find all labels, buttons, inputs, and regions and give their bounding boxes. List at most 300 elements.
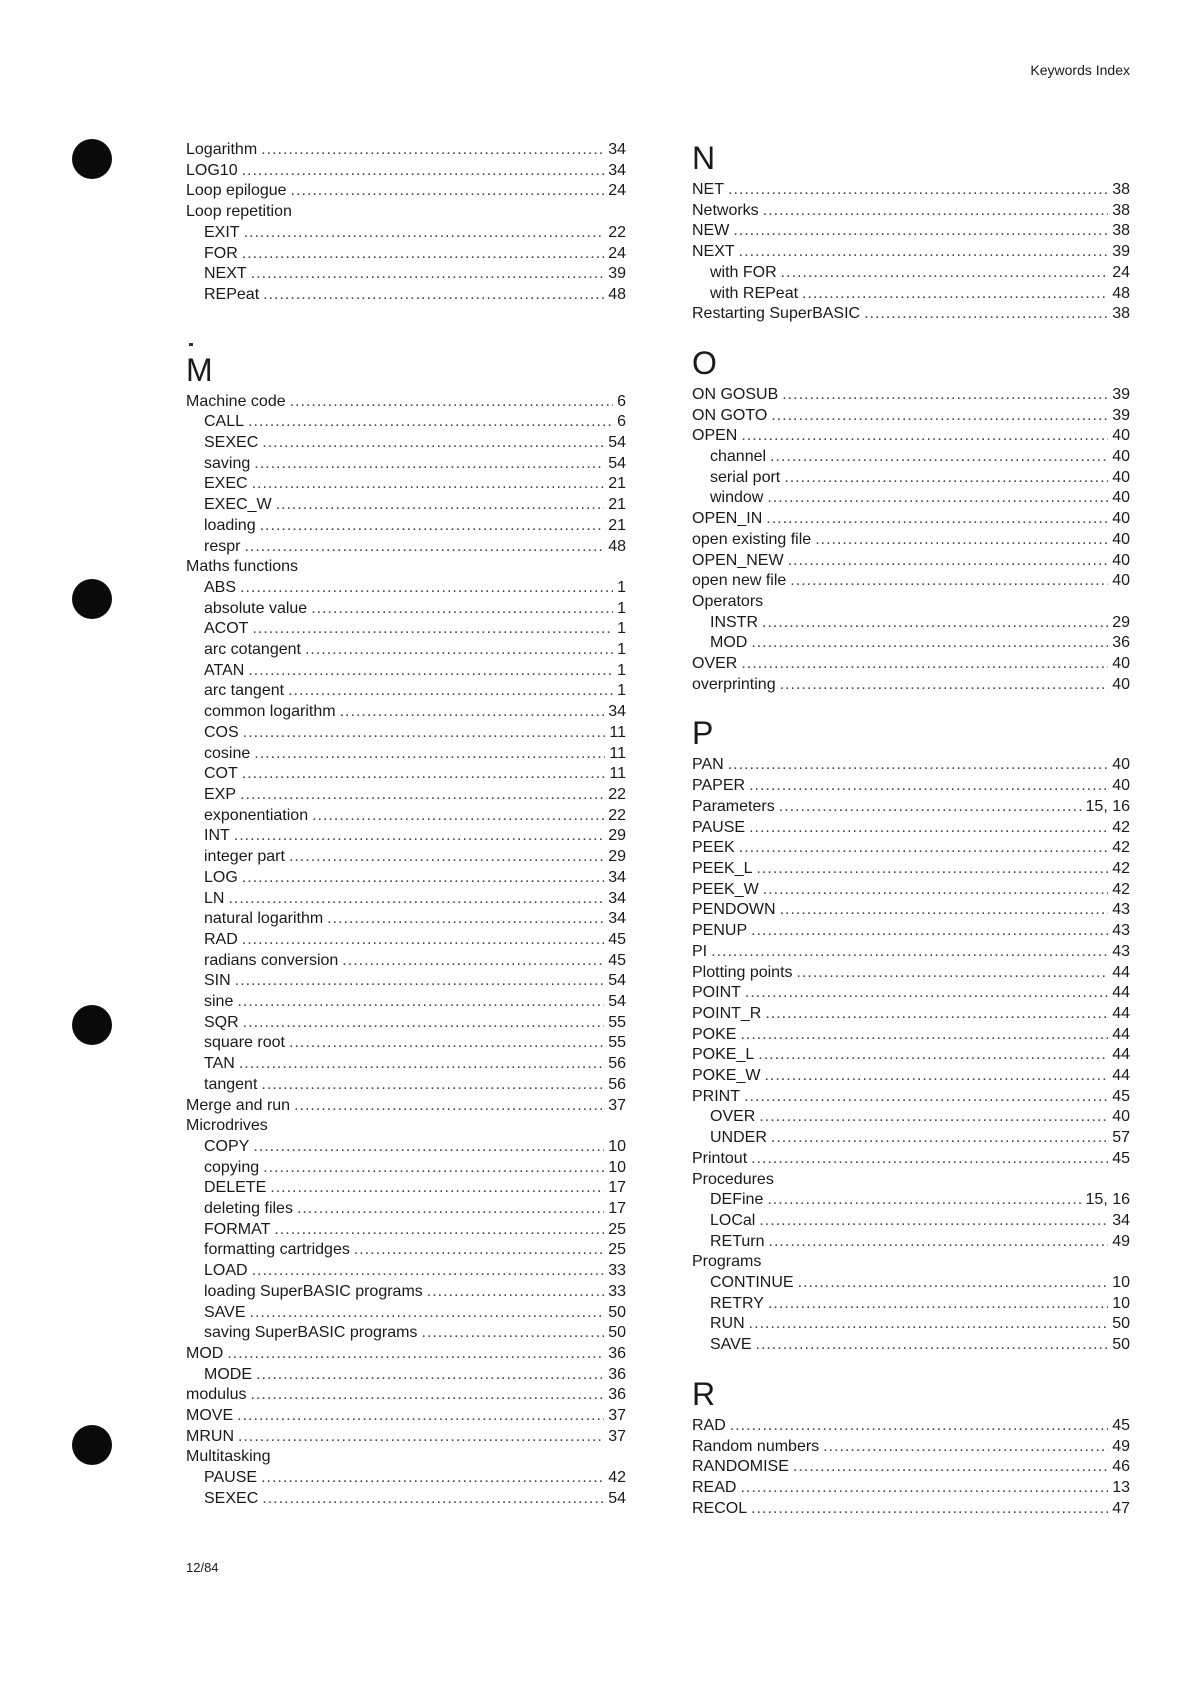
entry-term: PI — [692, 942, 708, 960]
index-entry — [692, 838, 1130, 859]
entry-term: OPEN — [692, 427, 738, 445]
dot-leader — [248, 412, 613, 433]
index-entry — [186, 951, 626, 972]
entry-page-number: 45 — [1112, 1416, 1130, 1434]
index-entry — [692, 1273, 1130, 1294]
index-entry — [692, 776, 1130, 797]
dot-leader — [798, 1273, 1109, 1294]
entry-page-number: 42 — [608, 1469, 626, 1487]
entry-page-number: 50 — [608, 1303, 626, 1321]
dot-leader — [274, 1220, 604, 1241]
index-entry — [186, 578, 626, 599]
entry-term: MODE — [204, 1365, 252, 1383]
dot-leader — [235, 971, 605, 992]
dot-leader — [749, 776, 1108, 797]
entry-term: sine — [204, 993, 234, 1011]
entry-term: ACOT — [204, 620, 249, 638]
entry-page-number: 42 — [1112, 839, 1130, 857]
entry-page-number: 10 — [608, 1158, 626, 1176]
dot-leader — [261, 140, 604, 161]
index-entry — [186, 744, 626, 765]
entry-term: OVER — [710, 1108, 756, 1126]
dot-leader — [342, 951, 604, 972]
entry-term: with REPeat — [710, 284, 799, 302]
binder-hole-icon — [72, 1425, 112, 1465]
entry-page-number: 29 — [1112, 613, 1130, 631]
entry-page-number: 40 — [1112, 427, 1130, 445]
page-header: Keywords Index — [1030, 62, 1130, 78]
dot-leader — [290, 392, 613, 413]
entry-page-number: 34 — [608, 889, 626, 907]
entry-term: POINT — [692, 984, 741, 1002]
entry-page-number: 48 — [1112, 284, 1130, 302]
entry-term: SEXEC — [204, 434, 259, 452]
dot-leader — [276, 495, 605, 516]
index-entry — [692, 1252, 1130, 1273]
entry-term: square root — [204, 1034, 285, 1052]
entry-page-number: 40 — [1112, 655, 1130, 673]
entry-term: Printout — [692, 1149, 748, 1167]
dot-leader — [759, 1107, 1108, 1128]
entry-page-number: 24 — [608, 244, 626, 262]
dot-leader — [769, 1232, 1109, 1253]
dot-leader — [242, 868, 604, 889]
index-entry — [692, 1294, 1130, 1315]
index-entry — [186, 1282, 626, 1303]
index-section — [692, 345, 1130, 696]
dot-leader — [253, 1137, 604, 1158]
index-entry — [186, 1406, 626, 1427]
dot-leader — [252, 1261, 605, 1282]
index-entry — [692, 1045, 1130, 1066]
entry-page-number: 43 — [1112, 942, 1130, 960]
entry-term: integer part — [204, 848, 285, 866]
entry-page-number: 43 — [1112, 901, 1130, 919]
entry-term: deleting files — [204, 1200, 293, 1218]
index-entry — [692, 1128, 1130, 1149]
entry-page-number: 11 — [609, 744, 626, 762]
dot-leader — [728, 180, 1108, 201]
index-entry — [186, 1075, 626, 1096]
entry-page-number: 34 — [608, 868, 626, 886]
index-entry — [186, 889, 626, 910]
entry-term: COS — [204, 723, 239, 741]
entry-page-number: 40 — [1112, 1108, 1130, 1126]
dot-leader — [297, 1199, 604, 1220]
entry-term: OPEN_NEW — [692, 551, 784, 569]
dot-leader — [733, 221, 1108, 242]
right-index-column — [692, 140, 1130, 1519]
entry-term: Logarithm — [186, 141, 258, 158]
index-entry — [692, 1232, 1130, 1253]
entry-page-number: 24 — [608, 182, 626, 200]
index-entry — [186, 806, 626, 827]
index-entry — [186, 723, 626, 744]
dot-leader — [730, 1416, 1108, 1437]
dot-leader — [256, 1365, 604, 1386]
entry-page-number: 50 — [1112, 1336, 1130, 1354]
index-section — [692, 715, 1130, 1355]
entry-term: EXEC — [204, 475, 248, 493]
index-entry — [186, 1489, 626, 1510]
dot-leader — [250, 1303, 605, 1324]
index-entry — [186, 1220, 626, 1241]
index-entry — [692, 900, 1130, 921]
entry-term: MRUN — [186, 1427, 234, 1445]
entry-term: MOD — [186, 1344, 224, 1362]
dot-leader — [815, 530, 1108, 551]
index-section — [692, 1376, 1130, 1520]
dot-leader — [239, 1054, 604, 1075]
entry-page-number: 54 — [608, 993, 626, 1011]
entry-page-number: 10 — [1112, 1274, 1130, 1292]
entry-term: DEFine — [710, 1191, 764, 1209]
entry-term: radians conversion — [204, 951, 339, 969]
entry-page-number: 13 — [1112, 1478, 1130, 1496]
entry-term: Machine code — [186, 392, 286, 410]
dot-leader — [740, 1025, 1108, 1046]
entry-term: SEXEC — [204, 1489, 259, 1507]
entry-term: with FOR — [710, 263, 777, 281]
entry-page-number: 55 — [608, 1013, 626, 1031]
dot-leader — [261, 1468, 604, 1489]
entry-term: FORMAT — [204, 1220, 271, 1238]
dot-leader — [340, 702, 605, 723]
entry-page-number: 10 — [1112, 1294, 1130, 1312]
entry-page-number: 29 — [608, 827, 626, 845]
index-entry — [692, 963, 1130, 984]
entry-term: serial port — [710, 468, 781, 486]
index-entry — [692, 633, 1130, 654]
entry-term: Microdrives — [186, 1117, 268, 1135]
binder-hole-icon — [72, 579, 112, 619]
index-entry — [186, 992, 626, 1013]
entry-term: Operators — [692, 592, 764, 610]
index-entry — [692, 406, 1130, 427]
entry-page-number: 50 — [608, 1324, 626, 1342]
entry-page-number: 36 — [608, 1386, 626, 1404]
entry-page-number: 40 — [1112, 675, 1130, 693]
entry-term: PEEK_W — [692, 880, 759, 898]
entry-term: RETRY — [710, 1294, 764, 1312]
dot-leader — [242, 930, 604, 951]
entry-term: Maths functions — [186, 558, 299, 576]
index-entry — [692, 797, 1130, 818]
entry-term: channel — [710, 448, 767, 466]
entry-page-number: 38 — [1112, 181, 1130, 198]
entry-term: DELETE — [204, 1179, 267, 1197]
index-entry — [186, 433, 626, 454]
entry-term: EXIT — [204, 223, 240, 241]
dot-leader — [294, 1096, 604, 1117]
index-entry — [186, 785, 626, 806]
index-entry — [692, 242, 1130, 263]
dot-leader — [244, 223, 605, 244]
entry-page-number: 40 — [1112, 510, 1130, 528]
index-entry — [692, 942, 1130, 963]
dot-leader — [288, 681, 613, 702]
dot-leader — [779, 797, 1082, 818]
dot-leader — [421, 1323, 604, 1344]
entry-page-number: 45 — [608, 951, 626, 969]
index-entry — [186, 702, 626, 723]
dot-leader — [771, 406, 1108, 427]
entry-term: SAVE — [204, 1303, 246, 1321]
index-entry — [186, 202, 626, 223]
entry-term: EXEC_W — [204, 496, 272, 514]
entry-term: PEEK_L — [692, 859, 753, 877]
entry-term: Loop repetition — [186, 203, 292, 221]
dot-leader — [764, 1066, 1108, 1087]
dot-leader — [751, 921, 1108, 942]
dot-leader — [305, 640, 613, 661]
index-entry — [692, 1149, 1130, 1170]
section-letter-heading: O — [692, 344, 717, 381]
dot-leader — [768, 1294, 1108, 1315]
entry-page-number: 54 — [608, 454, 626, 472]
index-entry — [186, 930, 626, 951]
entry-page-number: 29 — [608, 848, 626, 866]
entry-term: NEW — [692, 222, 730, 240]
entry-page-number: 44 — [1112, 1067, 1130, 1085]
entry-page-number: 21 — [608, 475, 626, 493]
entry-page-number: 44 — [1112, 1046, 1130, 1064]
entry-term: REPeat — [204, 285, 260, 303]
index-entry — [186, 1054, 626, 1075]
dot-leader — [238, 1427, 604, 1448]
entry-term: exponentiation — [204, 806, 309, 824]
dot-leader — [262, 433, 604, 454]
dot-leader — [261, 1075, 604, 1096]
index-entry — [186, 1365, 626, 1386]
entry-term: TAN — [204, 1055, 235, 1073]
index-entry — [186, 140, 626, 161]
index-entry — [186, 1013, 626, 1034]
entry-page-number: 45 — [1112, 1149, 1130, 1167]
entry-term: loading SuperBASIC programs — [204, 1282, 423, 1300]
dot-leader — [770, 447, 1108, 468]
entry-term: respr — [204, 537, 241, 555]
index-entry — [692, 447, 1130, 468]
index-entry — [692, 675, 1130, 696]
dot-leader — [745, 983, 1108, 1004]
dot-leader — [260, 516, 605, 537]
dot-leader — [240, 578, 613, 599]
entry-page-number: 38 — [1112, 201, 1130, 219]
dot-leader — [242, 161, 605, 182]
dot-leader — [751, 633, 1108, 654]
index-entry — [692, 1004, 1130, 1025]
dot-leader — [781, 263, 1109, 284]
entry-term: Loop epilogue — [186, 182, 287, 200]
entry-page-number: 1 — [617, 620, 626, 638]
entry-page-number: 22 — [608, 806, 626, 824]
index-entry — [692, 859, 1130, 880]
entry-term: RUN — [710, 1315, 745, 1333]
entry-page-number: 40 — [1112, 777, 1130, 795]
index-entry — [692, 530, 1130, 551]
dot-leader — [758, 1045, 1108, 1066]
dot-leader — [739, 242, 1109, 263]
entry-term: LOAD — [204, 1262, 248, 1280]
entry-page-number: 17 — [608, 1179, 626, 1197]
index-entry — [186, 1303, 626, 1324]
entry-term: SQR — [204, 1013, 239, 1031]
entry-page-number: 11 — [609, 723, 626, 741]
dot-leader — [262, 1489, 604, 1510]
entry-page-number: 57 — [1112, 1129, 1130, 1147]
entry-term: MOVE — [186, 1407, 234, 1425]
entry-term: SAVE — [710, 1336, 752, 1354]
entry-term: NEXT — [692, 243, 735, 261]
entry-page-number: 56 — [608, 1055, 626, 1073]
dot-leader — [242, 244, 604, 265]
entry-page-number: 45 — [1112, 1087, 1130, 1105]
entry-term: overprinting — [692, 675, 776, 693]
dot-leader — [751, 1149, 1108, 1170]
entry-term: loading — [204, 516, 256, 534]
section-letter-heading: M — [186, 351, 213, 388]
entry-term: RETurn — [710, 1232, 765, 1250]
index-entry — [692, 468, 1130, 489]
entry-page-number: 46 — [1112, 1458, 1130, 1476]
entry-term: READ — [692, 1478, 737, 1496]
dot-leader — [243, 723, 606, 744]
dot-leader — [291, 181, 605, 202]
index-entry — [692, 263, 1130, 284]
entry-page-number: 38 — [1112, 305, 1130, 323]
index-entry — [186, 1261, 626, 1282]
entry-term: ON GOTO — [692, 406, 768, 424]
entry-term: RAD — [204, 930, 238, 948]
index-entry — [186, 392, 626, 413]
dot-leader — [782, 385, 1108, 406]
dot-leader — [711, 942, 1108, 963]
entry-page-number: 38 — [1112, 222, 1130, 240]
index-entry — [186, 1427, 626, 1448]
dot-leader — [864, 304, 1108, 325]
entry-page-number: 36 — [1112, 634, 1130, 652]
entry-term: PAPER — [692, 777, 746, 795]
dot-leader — [227, 1344, 604, 1365]
entry-term: open new file — [692, 572, 787, 590]
dot-leader — [756, 859, 1108, 880]
dot-leader — [763, 880, 1109, 901]
entry-page-number: 40 — [1112, 572, 1130, 590]
index-entry — [692, 1190, 1130, 1211]
entry-page-number: 44 — [1112, 1004, 1130, 1022]
entry-term: POINT_R — [692, 1004, 762, 1022]
index-entry — [186, 971, 626, 992]
index-entry — [186, 264, 626, 285]
index-entry — [692, 1066, 1130, 1087]
entry-term: common logarithm — [204, 703, 336, 721]
index-entry — [186, 619, 626, 640]
index-entry — [692, 755, 1130, 776]
entry-page-number: 42 — [1112, 859, 1130, 877]
index-entry — [186, 454, 626, 475]
index-entry — [186, 181, 626, 202]
entry-page-number: 40 — [1112, 489, 1130, 507]
entry-term: Plotting points — [692, 963, 793, 981]
entry-term: INSTR — [710, 613, 758, 631]
index-entry — [186, 640, 626, 661]
index-section — [186, 352, 626, 1510]
entry-page-number: 34 — [608, 910, 626, 928]
entry-page-number: 15, 16 — [1085, 1191, 1130, 1209]
entry-page-number: 1 — [617, 682, 626, 700]
entry-term: PAN — [692, 756, 724, 774]
entry-term: open existing file — [692, 530, 812, 548]
entry-term: Multitasking — [186, 1448, 271, 1466]
entry-term: EXP — [204, 785, 237, 803]
index-entry — [692, 426, 1130, 447]
entry-term: Procedures — [692, 1170, 774, 1188]
entry-page-number: 34 — [608, 161, 626, 179]
entry-page-number: 48 — [608, 537, 626, 555]
entry-page-number: 37 — [608, 1096, 626, 1114]
index-entry — [692, 592, 1130, 613]
entry-page-number: 39 — [1112, 385, 1130, 403]
index-entry — [692, 1457, 1130, 1478]
entry-term: POKE_W — [692, 1067, 761, 1085]
dot-leader — [759, 1211, 1108, 1232]
index-entry — [692, 304, 1130, 325]
entry-term: SIN — [204, 972, 231, 990]
entry-term: arc tangent — [204, 682, 285, 700]
entry-term: INT — [204, 827, 230, 845]
dot-leader — [788, 551, 1109, 572]
left-index-column — [186, 140, 626, 1510]
index-entry — [186, 847, 626, 868]
dot-leader — [739, 838, 1109, 859]
dot-leader — [767, 488, 1108, 509]
entry-term: POKE_L — [692, 1046, 755, 1064]
index-entry — [692, 818, 1130, 839]
dot-leader — [744, 1087, 1108, 1108]
index-entry — [186, 1468, 626, 1489]
entry-term: modulus — [186, 1386, 247, 1404]
dot-leader — [234, 826, 604, 847]
dot-leader — [766, 509, 1108, 530]
entry-page-number: 48 — [608, 285, 626, 303]
index-entry — [692, 1437, 1130, 1458]
entry-page-number: 40 — [1112, 448, 1130, 466]
index-entry — [692, 221, 1130, 242]
entry-term: COPY — [204, 1137, 250, 1155]
entry-page-number: 34 — [1112, 1211, 1130, 1229]
entry-page-number: 36 — [608, 1365, 626, 1383]
entry-page-number: 1 — [617, 599, 626, 617]
entry-term: Parameters — [692, 797, 775, 815]
index-entry — [186, 599, 626, 620]
entry-page-number: 45 — [608, 930, 626, 948]
entry-page-number: 42 — [1112, 818, 1130, 836]
entry-term: PRINT — [692, 1087, 740, 1105]
dot-leader — [289, 1033, 604, 1054]
dot-leader — [237, 1406, 604, 1427]
index-entry — [186, 1033, 626, 1054]
index-entry — [186, 516, 626, 537]
index-entry — [186, 868, 626, 889]
entry-page-number: 11 — [609, 765, 626, 783]
entry-page-number: 1 — [617, 578, 626, 596]
entry-term: RECOL — [692, 1499, 748, 1517]
entry-page-number: 39 — [1112, 243, 1130, 261]
entry-page-number: 47 — [1112, 1499, 1130, 1517]
dot-leader — [427, 1282, 604, 1303]
dot-leader — [741, 654, 1108, 675]
